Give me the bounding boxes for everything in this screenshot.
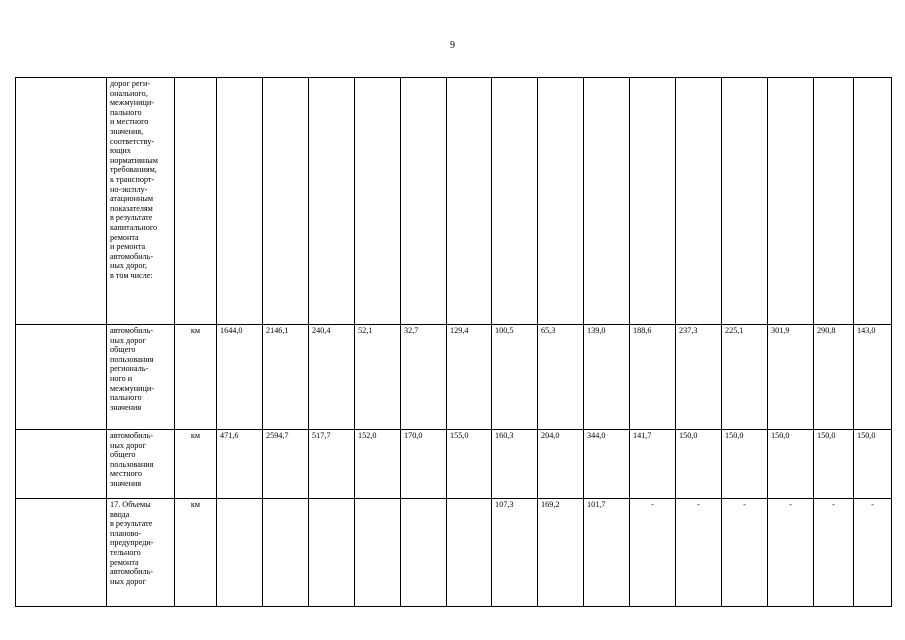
value-cell [447, 78, 492, 325]
value-cell [854, 78, 892, 325]
value-cell: 188,6 [630, 325, 676, 430]
value-cell: - [768, 499, 814, 607]
number-cell [16, 499, 107, 607]
number-cell [16, 78, 107, 325]
value-cell: 100,5 [492, 325, 538, 430]
value-cell [447, 499, 492, 607]
value-cell: 150,0 [722, 430, 768, 499]
value-cell: 1644,0 [217, 325, 263, 430]
value-cell: 141,7 [630, 430, 676, 499]
value-cell: 169,2 [538, 499, 584, 607]
indicator-cell: дорог реги- онального, межмуници- пального и местного значения, соответству- ющих нормативным требованиям, к транспорт- но-эксплу- атационным показателям в результате капитального ремонта и ремонта автомобиль- ных дорог, в том числе: [107, 78, 175, 325]
value-cell: 170,0 [401, 430, 447, 499]
value-cell: 517,7 [309, 430, 355, 499]
value-cell: 155,0 [447, 430, 492, 499]
indicator-cell: автомобиль- ных дорог общего пользования местного значения [107, 430, 175, 499]
page-number: 9 [450, 40, 455, 51]
table-row [16, 499, 892, 607]
value-cell [355, 499, 401, 607]
value-cell [722, 78, 768, 325]
value-cell: 344,0 [584, 430, 630, 499]
value-cell [630, 78, 676, 325]
value-cell: 2146,1 [263, 325, 309, 430]
value-cell: 152,0 [355, 430, 401, 499]
value-cell [676, 78, 722, 325]
value-cell: 290,8 [814, 325, 854, 430]
value-cell: 150,0 [768, 430, 814, 499]
value-cell: - [854, 499, 892, 607]
value-cell: 240,4 [309, 325, 355, 430]
value-cell: 129,4 [447, 325, 492, 430]
value-cell [814, 78, 854, 325]
data-table [15, 77, 892, 607]
value-cell [768, 78, 814, 325]
value-cell [217, 499, 263, 607]
value-cell: - [676, 499, 722, 607]
value-cell [309, 78, 355, 325]
value-cell: 150,0 [814, 430, 854, 499]
value-cell: 204,0 [538, 430, 584, 499]
value-cell: 301,9 [768, 325, 814, 430]
value-cell: 237,3 [676, 325, 722, 430]
unit-cell: км [175, 430, 217, 499]
value-cell: - [630, 499, 676, 607]
value-cell [584, 78, 630, 325]
value-cell [401, 78, 447, 325]
table-row [16, 78, 892, 325]
value-cell [355, 78, 401, 325]
value-cell: 160,3 [492, 430, 538, 499]
number-cell [16, 430, 107, 499]
value-cell: 2594,7 [263, 430, 309, 499]
value-cell: - [722, 499, 768, 607]
value-cell: 225,1 [722, 325, 768, 430]
table-row [16, 430, 892, 499]
value-cell [217, 78, 263, 325]
value-cell [492, 78, 538, 325]
unit-cell: км [175, 325, 217, 430]
value-cell: 32,7 [401, 325, 447, 430]
value-cell [263, 499, 309, 607]
unit-cell [175, 78, 217, 325]
value-cell [538, 78, 584, 325]
value-cell: 65,3 [538, 325, 584, 430]
table-row [16, 325, 892, 430]
indicator-cell: автомобиль- ных дорог общего пользования региональ- ного и межмуници- пального значения [107, 325, 175, 430]
value-cell: 101,7 [584, 499, 630, 607]
value-cell: 150,0 [854, 430, 892, 499]
number-cell [16, 325, 107, 430]
value-cell: 150,0 [676, 430, 722, 499]
value-cell: 52,1 [355, 325, 401, 430]
value-cell [309, 499, 355, 607]
value-cell [263, 78, 309, 325]
value-cell: 139,0 [584, 325, 630, 430]
value-cell: 107,3 [492, 499, 538, 607]
value-cell: 143,0 [854, 325, 892, 430]
value-cell: 471,6 [217, 430, 263, 499]
indicator-cell: 17. Объемы ввода в результате планово- предупреди- тельного ремонта автомобиль- ных дорог [107, 499, 175, 607]
unit-cell: км [175, 499, 217, 607]
value-cell [401, 499, 447, 607]
value-cell: - [814, 499, 854, 607]
